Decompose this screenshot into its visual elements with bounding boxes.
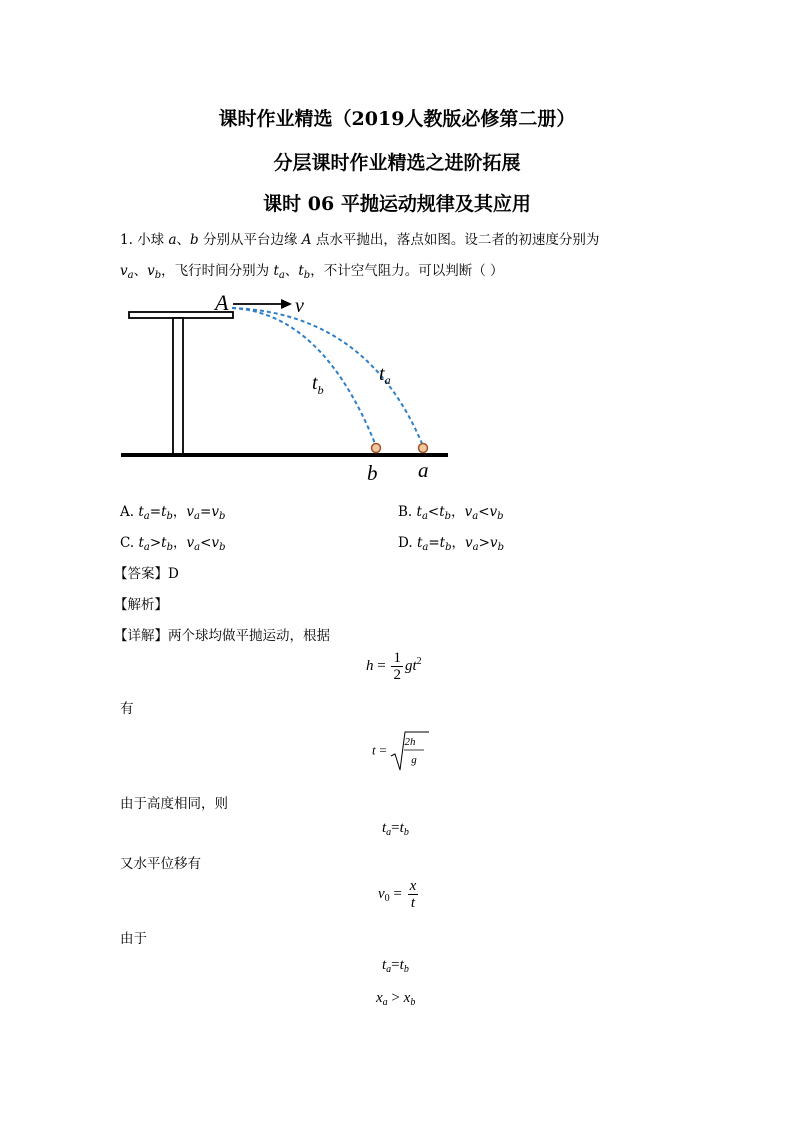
text-you: 有 [120,701,134,717]
platform-post [173,318,183,454]
formula-height: h = $\frac{1}{2}$ $gt^2$ [366,650,422,683]
svg-text:g: g [411,754,418,766]
formula-xa-gt-xb: $x_a > x_b$ [376,990,416,1008]
analysis-label: 【解析】 [114,597,168,613]
detail-line: 【详解】两个球均做平抛运动，根据 [114,628,330,644]
projectile-figure [118,288,458,488]
formula-ta-eq-tb-2: $t_a=t_b$ [382,957,409,975]
arrow-head-icon [281,299,292,309]
question-line-2: $v_a$、$v_b$，飞行时间分别为 $t_a$、$t_b$，不计空气阻力。可以判断（ ） [120,263,504,281]
option-b[interactable]: B. $t_a<t_b$，$v_a<v_b$ [398,504,504,522]
label-A: A [215,290,229,315]
label-v: v [295,295,304,317]
text-since: 由于 [120,931,147,947]
option-c[interactable]: C. $t_a>t_b$，$v_a<v_b$ [120,535,226,553]
title-sub: 分层课时作业精选之进阶拓展 [273,152,521,174]
formula-velocity: $v_0$ = $\frac{x}{t}$ [378,878,417,911]
label-ta: $t_a$ [379,363,391,387]
formula-time: t = 2h g [372,730,430,772]
trajectory-b [232,308,376,446]
label-tb: $t_b$ [312,372,324,397]
label-b: b [367,461,378,485]
option-a[interactable]: A. $t_a=t_b$，$v_a=v_b$ [120,504,226,522]
label-a: a [418,458,429,482]
ball-b [372,444,381,453]
svg-text:2h: 2h [404,736,416,748]
text-horizontal: 又水平位移有 [120,856,201,872]
formula-ta-eq-tb-1: $t_a=t_b$ [382,820,409,838]
title-lesson: 课时 06 平抛运动规律及其应用 [263,193,531,215]
trajectory-a [232,308,423,446]
text-same-height: 由于高度相同，则 [120,796,228,812]
ball-a [419,444,428,453]
option-d[interactable]: D. $t_a=t_b$，$v_a>v_b$ [398,535,504,553]
sqrt-symbol [390,730,430,772]
question-line-1: 1. 小球 a、b 分别从平台边缘 A 点水平抛出，落点如图。设二者的初速度分别为 [120,232,600,248]
title-main: 课时作业精选（2019人教版必修第二册） [218,108,576,130]
answer-line: 【答案】D [114,566,179,582]
question-number: 1. [120,232,133,248]
